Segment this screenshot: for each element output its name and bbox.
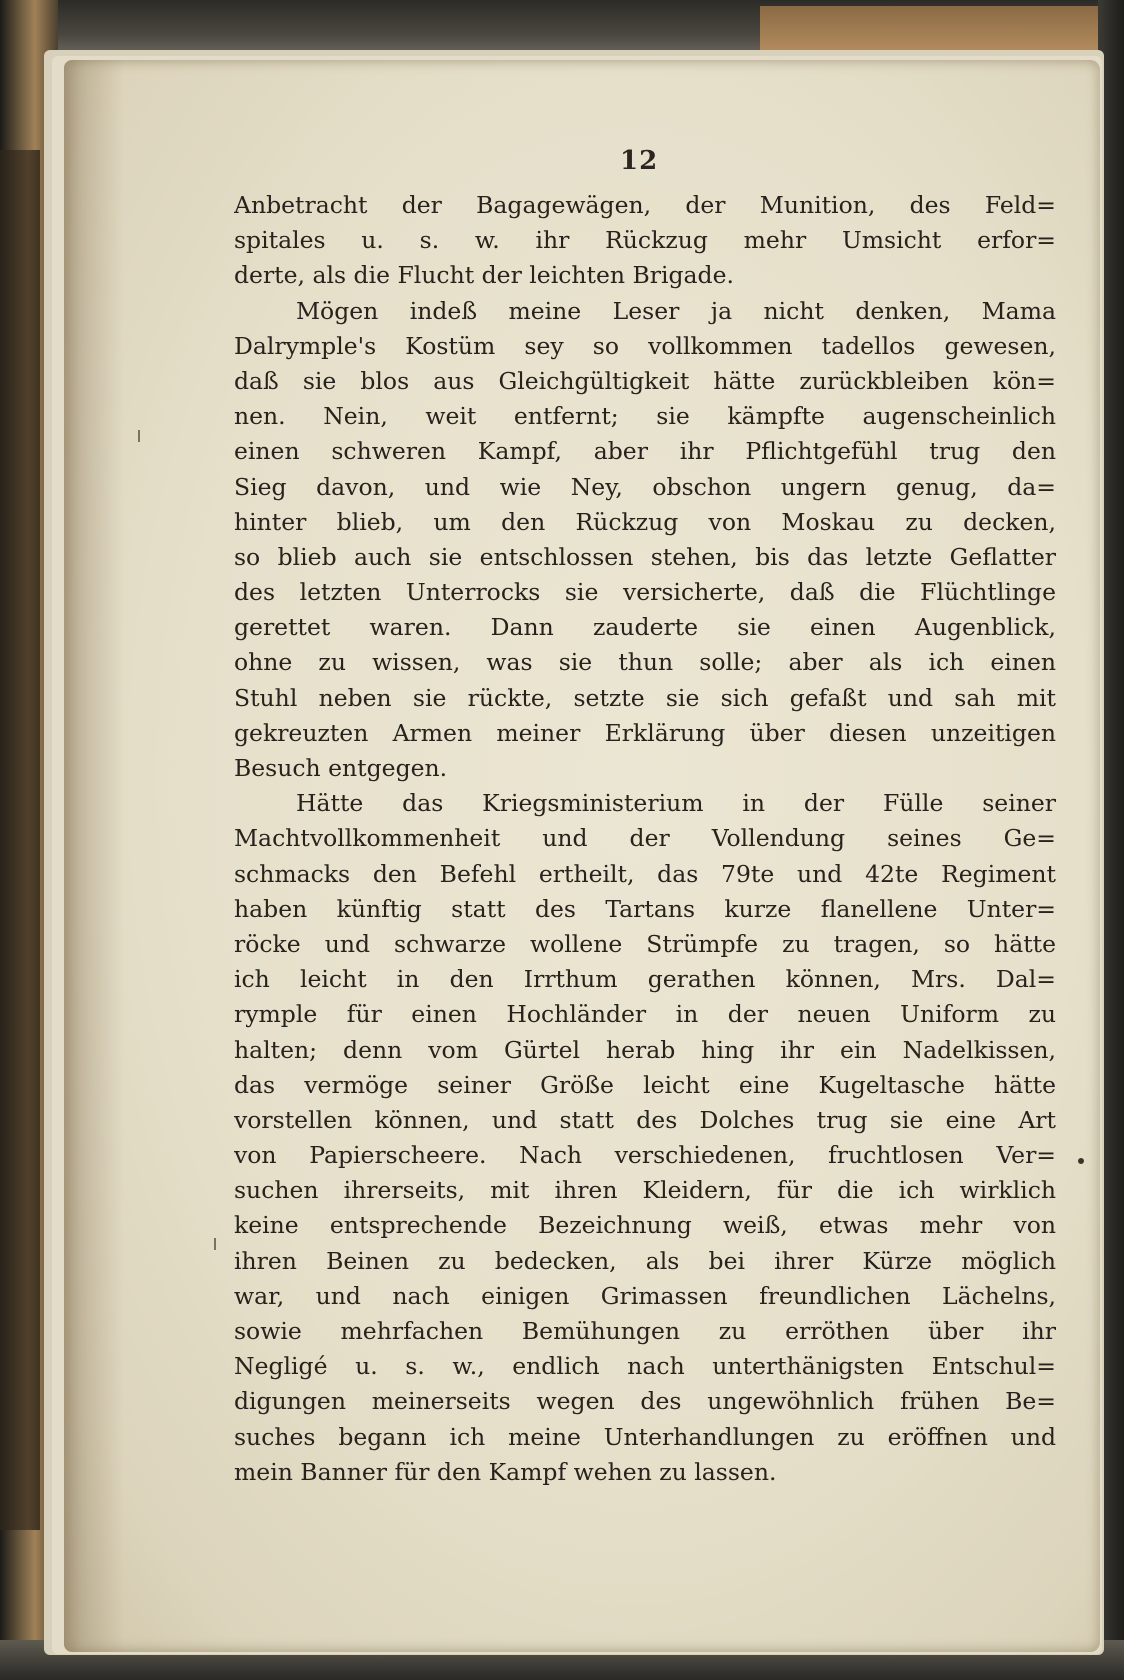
text-line: des letzten Unterrocks sie versicherte, daß die Flüchtlinge	[234, 578, 1056, 607]
text-line: daß sie blos aus Gleichgültigkeit hätte zurückbleiben kön=	[234, 366, 1056, 395]
text-line: war, und nach einigen Grimassen freundlichen Lächelns,	[234, 1281, 1056, 1310]
text-line: gekreuzten Armen meiner Erklärung über diesen unzeitigen	[234, 718, 1056, 747]
margin-ink-mark	[1078, 1158, 1084, 1164]
text-line: hinter blieb, um den Rückzug von Moskau zu decken,	[234, 507, 1056, 536]
text-line: das vermöge seiner Größe leicht eine Kugeltasche hätte	[234, 1070, 1056, 1099]
text-line: vorstellen können, und statt des Dolches trug sie eine Art	[234, 1105, 1056, 1134]
text-line: suchen ihrerseits, mit ihren Kleidern, für die ich wirklich	[234, 1176, 1056, 1205]
text-line: nen. Nein, weit entfernt; sie kämpfte augenscheinlich	[234, 402, 1056, 431]
text-line: rymple für einen Hochländer in der neuen Uniform zu	[234, 1000, 1056, 1029]
text-line: so blieb auch sie entschlossen stehen, bis das letzte Geflatter	[234, 542, 1056, 571]
text-line: röcke und schwarze wollene Strümpfe zu tragen, so hätte	[234, 929, 1056, 958]
cover-corner-leather	[760, 6, 1124, 52]
text-line: Besuch entgegen.	[234, 754, 448, 782]
text-line: ihren Beinen zu bedecken, als bei ihrer Kürze möglich	[234, 1246, 1056, 1275]
text-line: derte, als die Flucht der leichten Brigade.	[234, 261, 734, 290]
page-text	[234, 188, 1056, 1490]
text-line: Negligé u. s. w., endlich nach unterthänigsten Entschul=	[234, 1352, 1056, 1381]
text-line: ich leicht in den Irrthum gerathen können, Mrs. Dal=	[234, 965, 1056, 994]
text-line: Machtvollkommenheit und der Vollendung seines Ge=	[234, 824, 1056, 853]
text-line: Dalrymple's Kostüm sey so vollkommen tadellos gewesen,	[234, 331, 1056, 360]
text-line: mein Banner für den Kampf wehen zu lassen.	[234, 1457, 777, 1486]
text-line: ohne zu wissen, was sie thun solle; aber als ich einen	[234, 648, 1056, 677]
text-line: gerettet waren. Dann zauderte sie einen Augenblick,	[234, 613, 1056, 642]
text-line: haben künftig statt des Tartans kurze flanellene Unter=	[234, 894, 1056, 923]
text-line: Stuhl neben sie rückte, setzte sie sich gefaßt und sah mit	[234, 683, 1056, 712]
text-line: einen schweren Kampf, aber ihr Pflichtgefühl trug den	[234, 437, 1056, 466]
text-line: digungen meinerseits wegen des ungewöhnlich frühen Be=	[234, 1387, 1056, 1416]
text-line: halten; denn vom Gürtel herab hing ihr ein Nadelkissen,	[234, 1035, 1056, 1064]
text-line: schmacks den Befehl ertheilt, das 79te und 42te Regiment	[234, 859, 1056, 888]
text-line: keine entsprechende Bezeichnung weiß, etwas mehr von	[234, 1211, 1056, 1240]
text-line: Sieg davon, und wie Ney, obschon ungern genug, da=	[234, 472, 1056, 501]
margin-tick-mark	[138, 430, 140, 442]
cover-spine-leather	[0, 150, 40, 1530]
text-line: suches begann ich meine Unterhandlungen zu eröffnen und	[234, 1422, 1056, 1451]
margin-tick-mark	[214, 1238, 216, 1250]
text-line: sowie mehrfachen Bemühungen zu erröthen über ihr	[234, 1317, 1056, 1345]
page-gutter-shadow	[64, 60, 124, 1652]
text-line: von Papierscheere. Nach verschiedenen, fruchtlosen Ver=	[234, 1141, 1056, 1170]
text-line: Anbetracht der Bagagewägen, der Munition, des Feld=	[234, 191, 1056, 219]
text-line: Hätte das Kriegsministerium in der Fülle seiner	[296, 789, 1056, 818]
text-line: Mögen indeß meine Leser ja nicht denken, Mama	[296, 296, 1056, 325]
text-line: spitales u. s. w. ihr Rückzug mehr Umsicht erfor=	[234, 226, 1056, 255]
page-number: 12	[620, 146, 659, 176]
